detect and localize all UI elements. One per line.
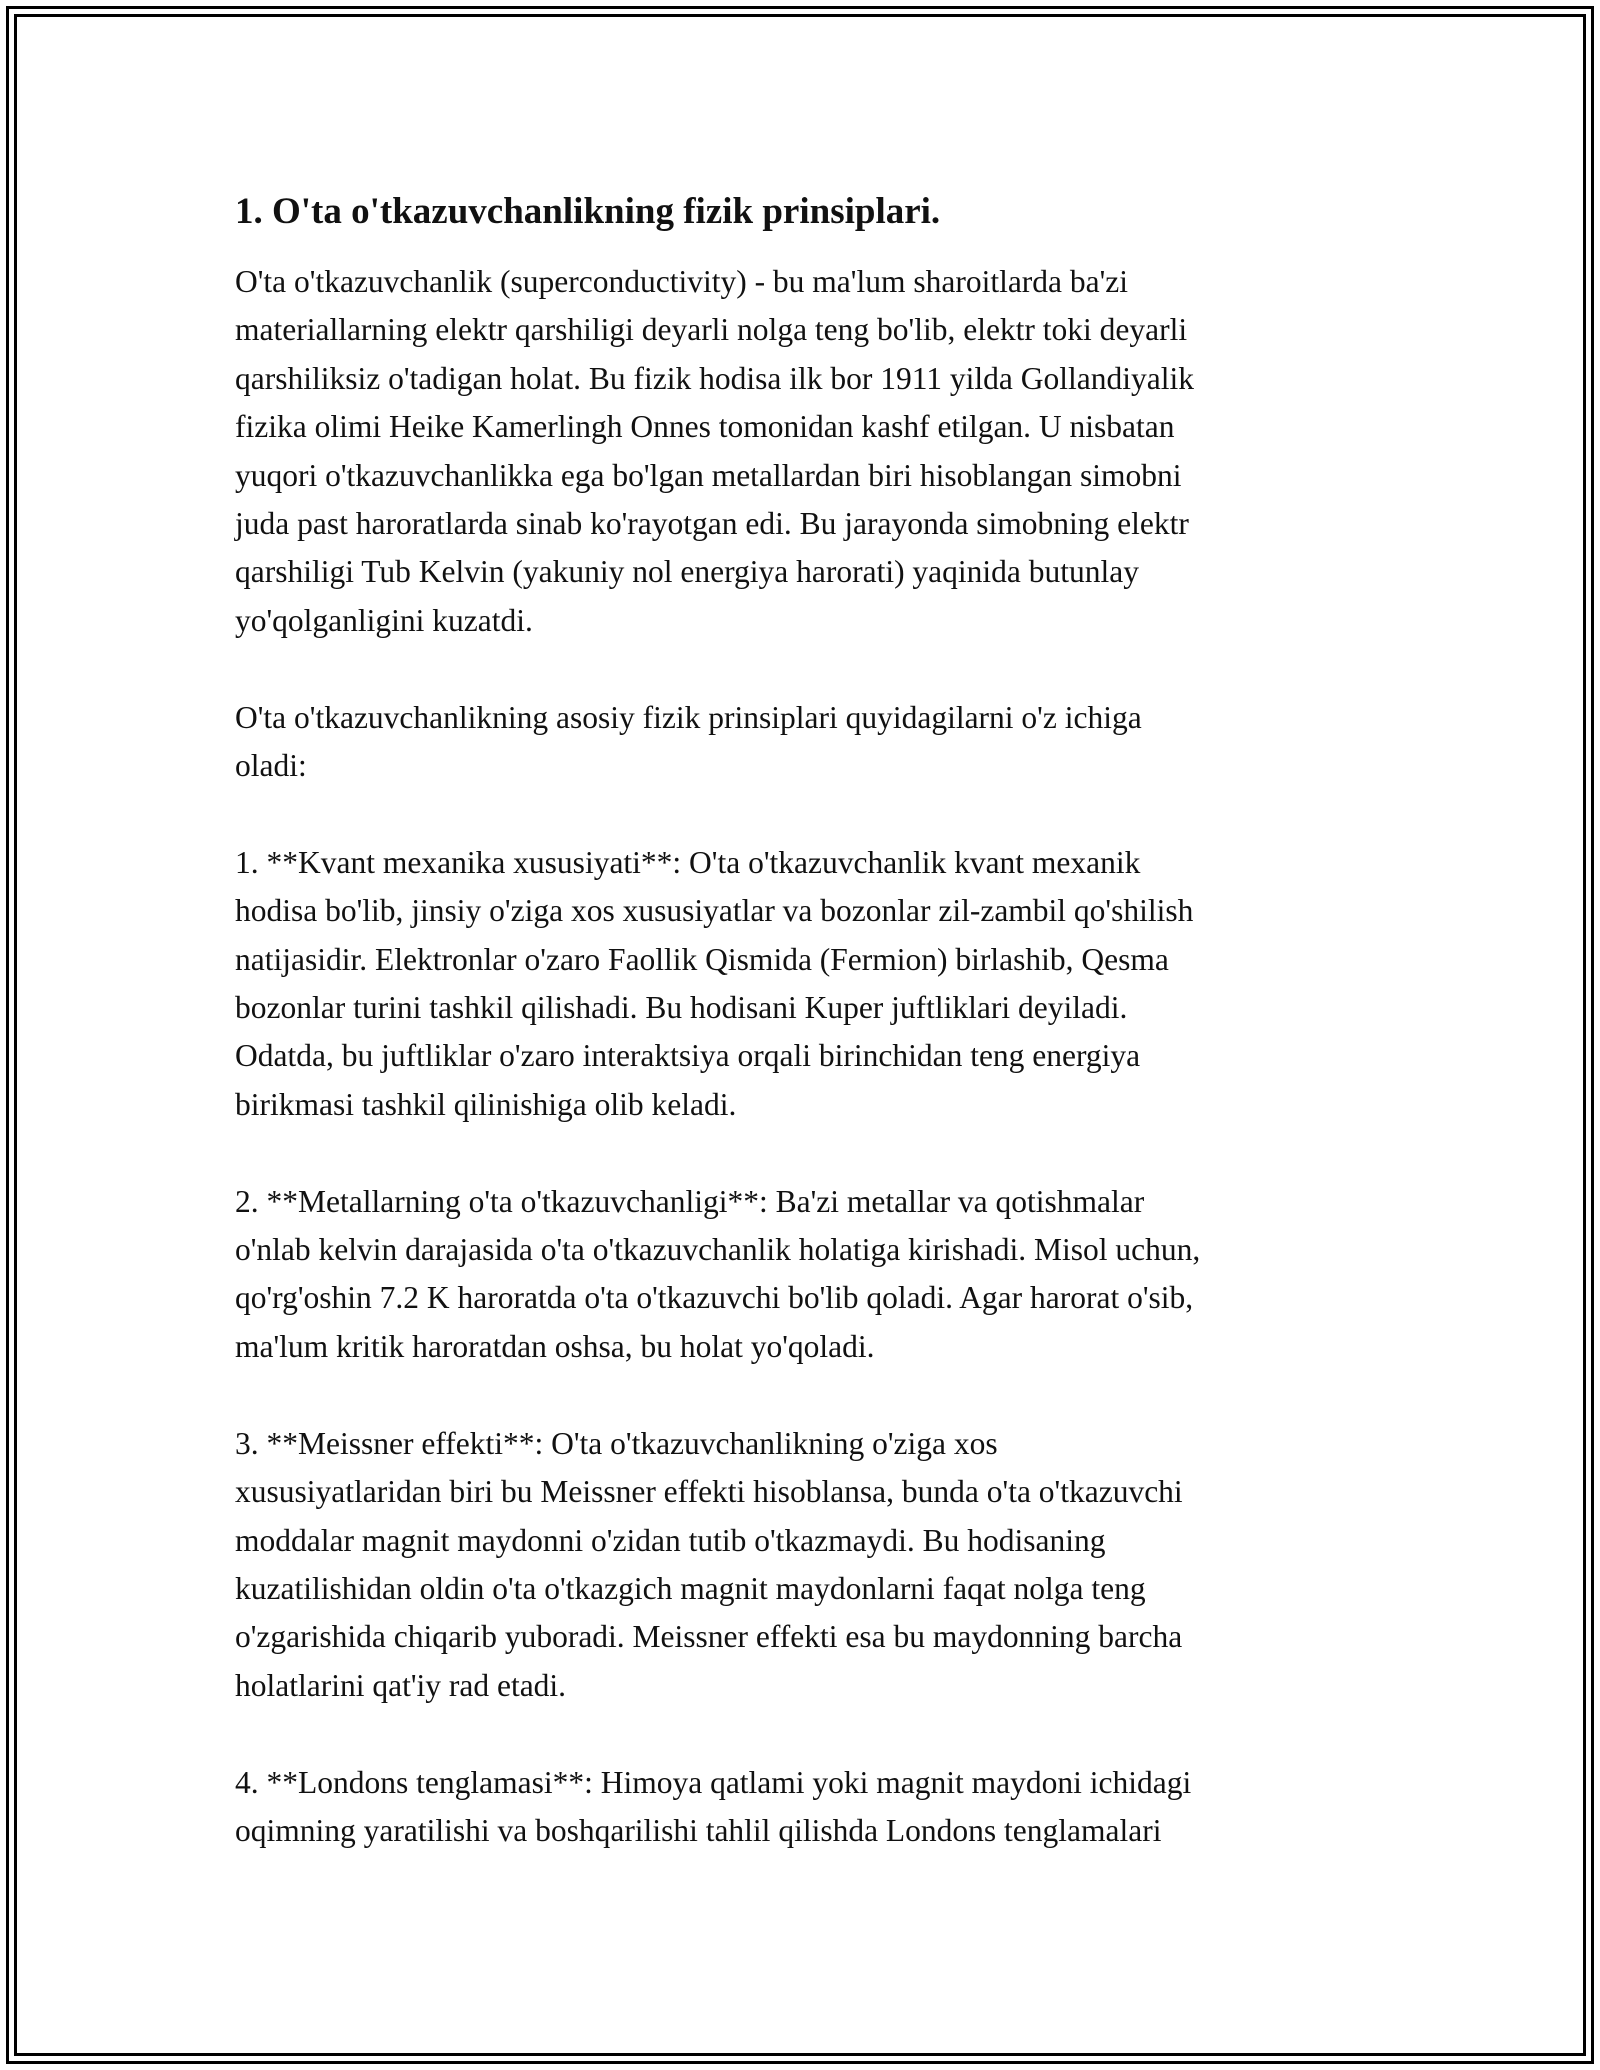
paragraph-intro (235, 258, 1375, 645)
text-line: oqimning yaratilishi va boshqarilishi tahlil qilishda Londons tenglamalari (235, 1812, 1162, 1848)
text-line: O'ta o'tkazuvchanlikning asosiy fizik prinsiplari quyidagilarni o'z ichiga (235, 699, 1142, 735)
text-line: qarshiligi Tub Kelvin (yakuniy nol energiya harorati) yaqinida butunlay (235, 554, 1140, 590)
text-line: 4. **Londons tenglamasi**: Himoya qatlami yoki magnit maydoni ichidagi (235, 1764, 1192, 1800)
text-line: qo'rg'oshin 7.2 K haroratda o'ta o'tkazuvchi bo'lib qoladi. Agar harorat o'sib, (235, 1280, 1194, 1316)
text-line: holatlarini qat'iy rad etadi. (235, 1667, 567, 1703)
document-body (235, 188, 1375, 1904)
text-line: juda past haroratlarda sinab ko'rayotgan edi. Bu jarayonda simobning elektr (235, 506, 1189, 542)
paragraph-item-2-metals (235, 1178, 1375, 1372)
text-line: ma'lum kritik haroratdan oshsa, bu holat yo'qoladi. (235, 1328, 875, 1364)
text-line: qarshiliksiz o'tadigan holat. Bu fizik hodisa ilk bor 1911 yilda Gollandiyalik (235, 360, 1194, 396)
text-line: o'zgarishida chiqarib yuboradi. Meissner effekti esa bu maydonning barcha (235, 1619, 1183, 1655)
text-line: materiallarning elektr qarshiligi deyarli nolga teng bo'lib, elektr toki deyarli (235, 312, 1188, 348)
text-line: 1. **Kvant mexanika xususiyati**: O'ta o'tkazuvchanlik kvant mexanik (235, 844, 1141, 880)
text-line: oladi: (235, 748, 307, 784)
text-line: natijasidir. Elektronlar o'zaro Faollik Qismida (Fermion) birlashib, Qesma (235, 941, 1169, 977)
text-line: kuzatilishidan oldin o'ta o'tkazgich magnit maydonlarni faqat nolga teng (235, 1570, 1146, 1606)
text-line: hodisa bo'lib, jinsiy o'ziga xos xususiyatlar va bozonlar zil-zambil qo'shilish (235, 893, 1194, 929)
paragraph-item-1-quantum (235, 839, 1375, 1129)
text-line: yuqori o'tkazuvchanlikka ega bo'lgan metallardan biri hisoblangan simobni (235, 457, 1182, 493)
text-line: fizika olimi Heike Kamerlingh Onnes tomonidan kashf etilgan. U nisbatan (235, 409, 1175, 445)
text-line: moddalar magnit maydonni o'zidan tutib o'tkazmaydi. Bu hodisaning (235, 1522, 1106, 1558)
paragraph-item-4-london (235, 1759, 1375, 1856)
text-line: Odatda, bu juftliklar o'zaro interaktsiya orqali birinchidan teng energiya (235, 1038, 1141, 1074)
text-line: o'nlab kelvin darajasida o'ta o'tkazuvchanlik holatiga kirishadi. Misol uchun, (235, 1232, 1201, 1268)
page-title: 1. O'ta o'tkazuvchanlikning fizik prinsiplari. (235, 191, 941, 232)
text-line: xususiyatlaridan biri bu Meissner effekti hisoblansa, bunda o'ta o'tkazuvchi (235, 1474, 1183, 1510)
text-line: bozonlar turini tashkil qilishadi. Bu hodisani Kuper juftliklari deyiladi. (235, 990, 1128, 1026)
paragraph-principles-intro (235, 694, 1375, 791)
paragraph-item-3-meissner (235, 1420, 1375, 1710)
text-line: 3. **Meissner effekti**: O'ta o'tkazuvchanlikning o'ziga xos (235, 1425, 998, 1461)
text-line: birikmasi tashkil qilinishiga olib keladi. (235, 1086, 737, 1122)
text-line: O'ta o'tkazuvchanlik (superconductivity) - bu ma'lum sharoitlarda ba'zi (235, 264, 1129, 299)
text-line: yo'qolganligini kuzatdi. (235, 602, 533, 638)
text-line: 2. **Metallarning o'ta o'tkazuvchanligi**: Ba'zi metallar va qotishmalar (235, 1183, 1145, 1219)
